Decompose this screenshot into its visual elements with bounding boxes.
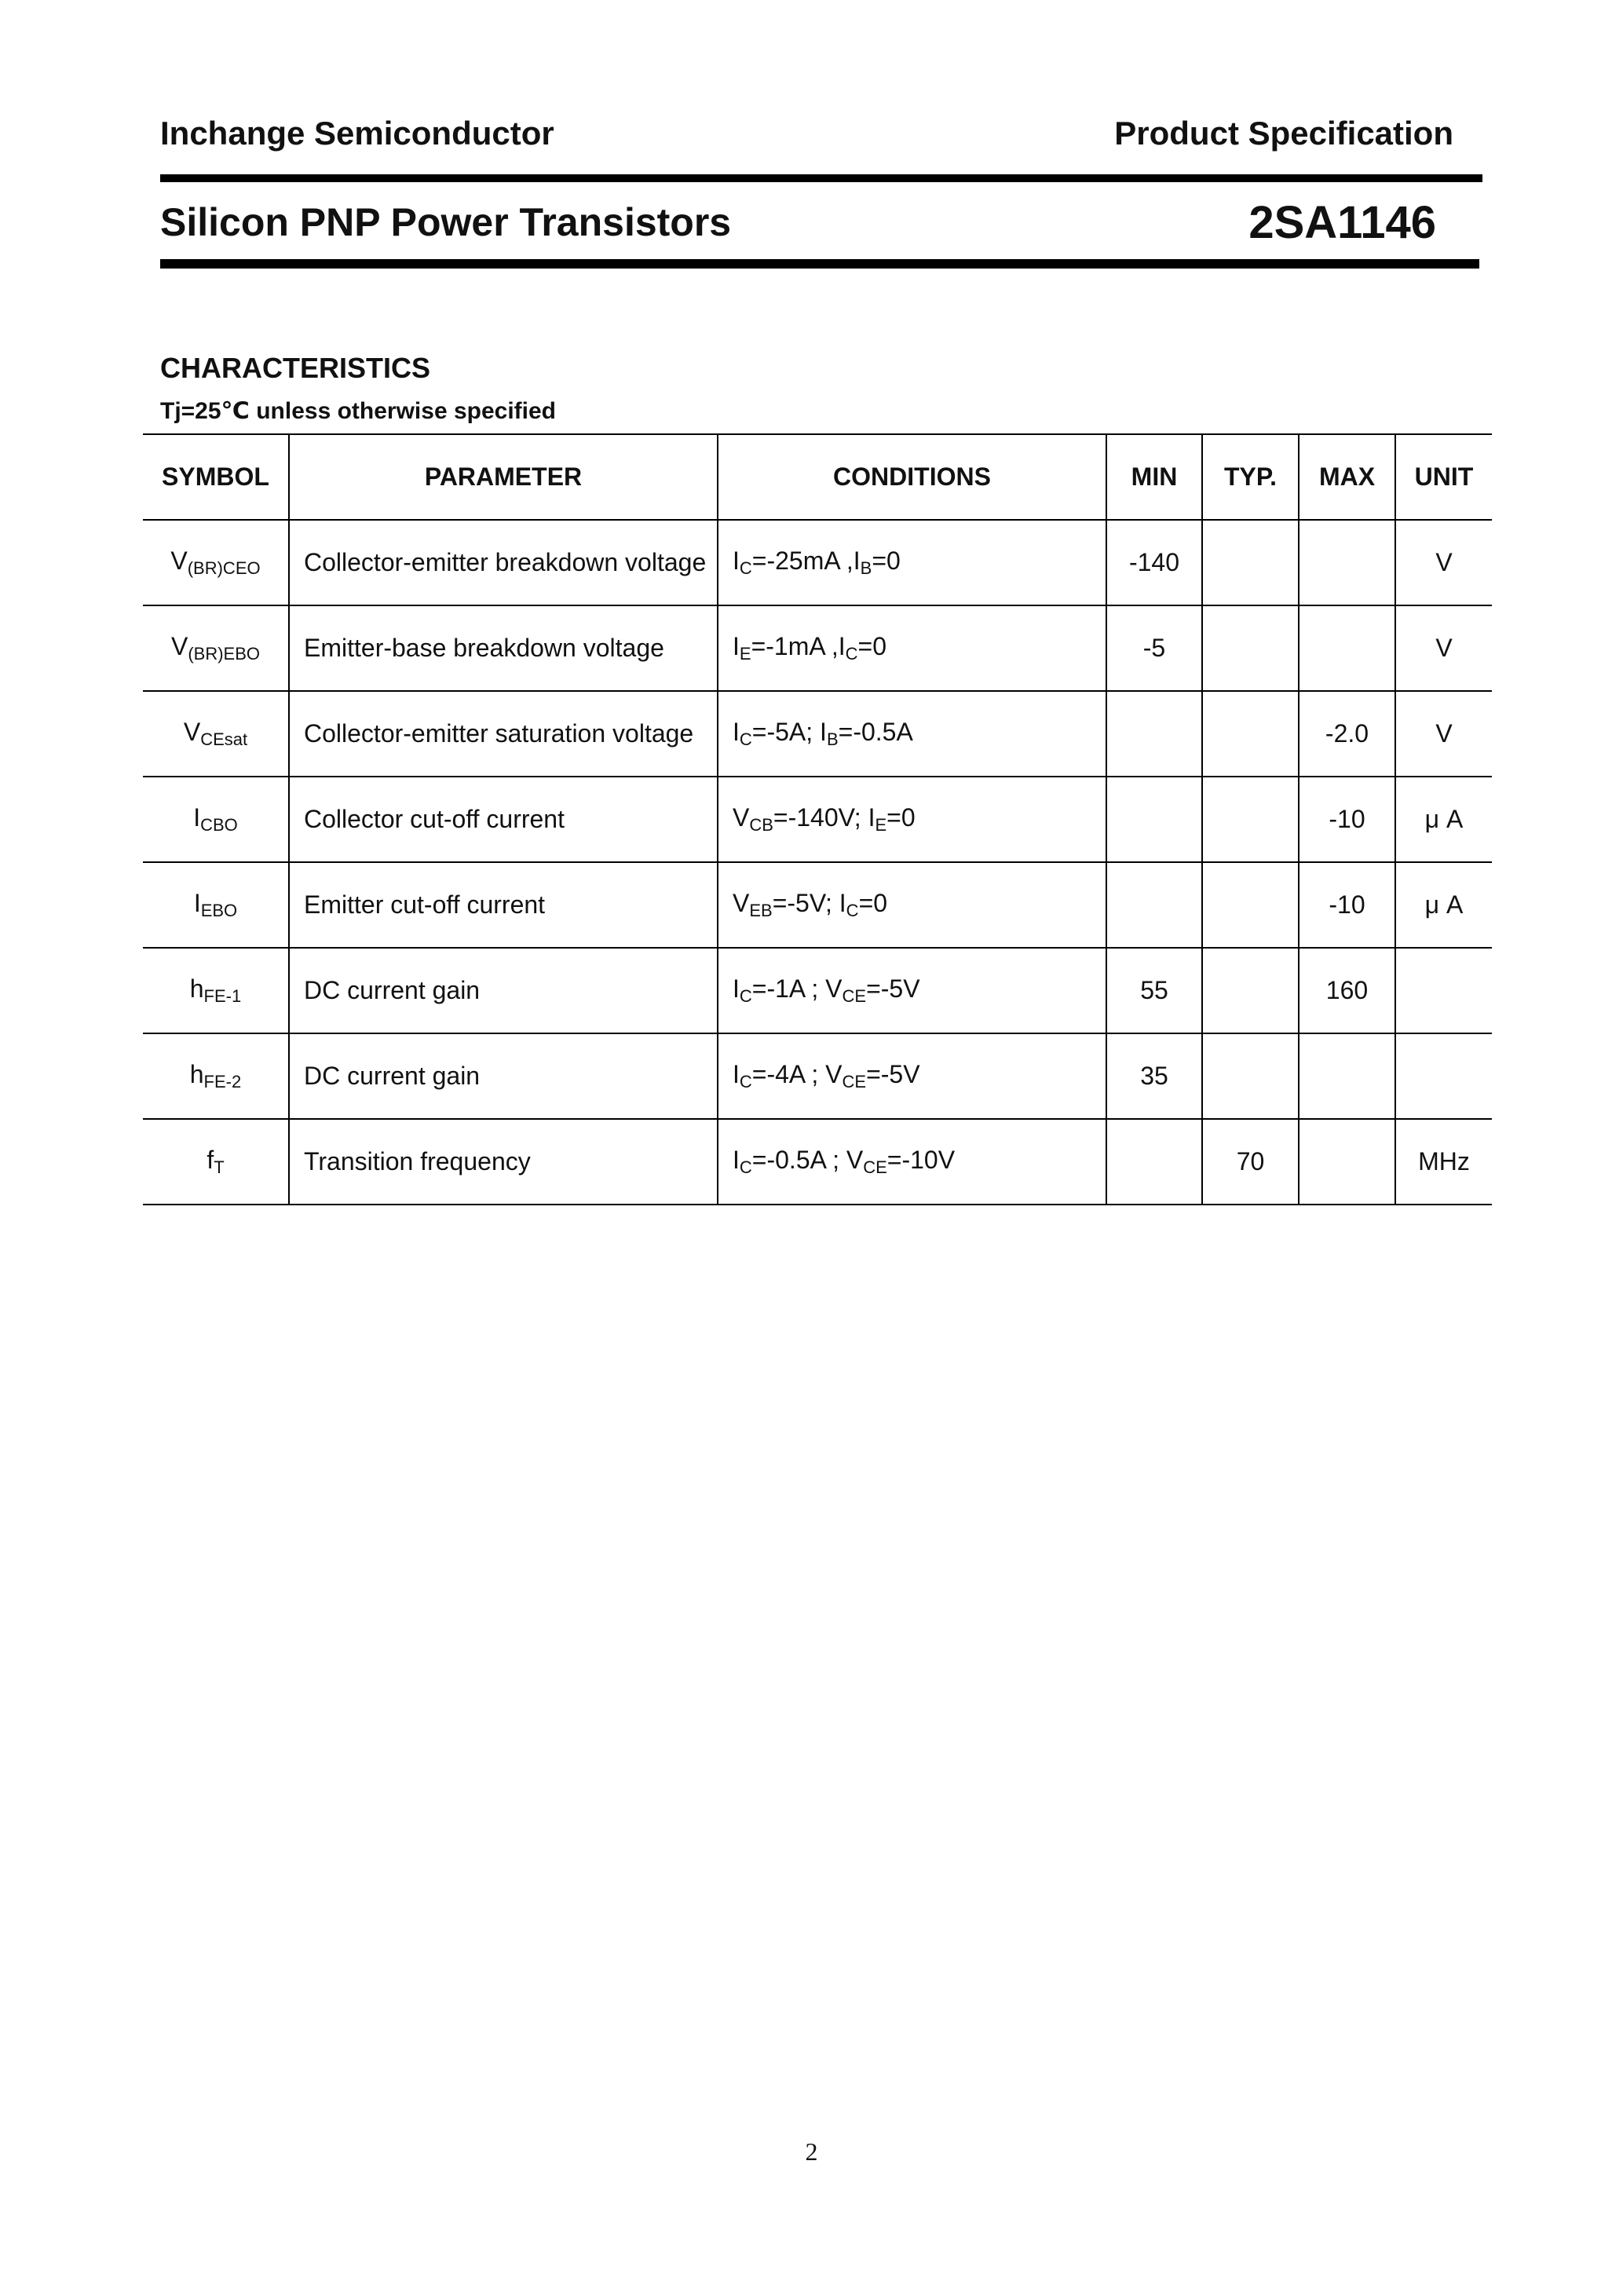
cell-symbol: [143, 691, 289, 777]
condition-var: I: [838, 632, 846, 660]
cell-conditions: [718, 1033, 1106, 1119]
header-divider-top: [160, 174, 1482, 182]
cell-unit: V: [1395, 520, 1492, 605]
condition-var: I: [733, 718, 740, 746]
symbol-base: V: [170, 547, 188, 575]
header-min: MIN: [1106, 434, 1202, 520]
cell-conditions: [718, 862, 1106, 948]
cell-max: -10: [1299, 777, 1395, 862]
condition-subscript: CE: [842, 1072, 867, 1091]
header-parameter: PARAMETER: [289, 434, 718, 520]
condition-var: V: [846, 1146, 864, 1174]
cell-min: [1106, 777, 1202, 862]
cell-parameter: Emitter-base breakdown voltage: [289, 605, 718, 691]
cell-symbol: [143, 1119, 289, 1205]
cell-conditions: [718, 777, 1106, 862]
condition-subscript: C: [846, 901, 859, 920]
cell-conditions: [718, 520, 1106, 605]
cell-min: -5: [1106, 605, 1202, 691]
cell-max: -10: [1299, 862, 1395, 948]
table-body: [143, 520, 1492, 1205]
part-number: 2SA1146: [1248, 197, 1436, 248]
cell-symbol: [143, 948, 289, 1033]
condition-value: =-0.5A: [838, 718, 913, 746]
cell-min: [1106, 1119, 1202, 1205]
table-row: [143, 691, 1492, 777]
cell-typ: [1202, 777, 1299, 862]
condition-subscript: C: [739, 1072, 752, 1091]
symbol-subscript: CEsat: [200, 729, 248, 749]
table-row: [143, 948, 1492, 1033]
condition-value: =-0.5A ;: [751, 1146, 846, 1174]
cell-symbol: [143, 1033, 289, 1119]
table-row: [143, 1119, 1492, 1205]
condition-var: I: [839, 889, 846, 917]
test-condition-note: Tj=25℃ unless otherwise specified: [160, 398, 557, 424]
condition-value: =-1A ;: [751, 974, 826, 1003]
condition-value: =-5A;: [751, 718, 821, 746]
cell-min: 35: [1106, 1033, 1202, 1119]
condition-value: =-5V;: [772, 889, 839, 917]
condition-subscript: C: [739, 729, 752, 749]
header-divider-bottom: [160, 259, 1479, 269]
table-row: [143, 605, 1492, 691]
cell-parameter: Collector-emitter saturation voltage: [289, 691, 718, 777]
condition-subscript: C: [845, 644, 858, 664]
condition-var: I: [733, 974, 740, 1003]
cell-unit: [1395, 1033, 1492, 1119]
condition-var: I: [733, 1060, 740, 1088]
cell-conditions: [718, 1119, 1106, 1205]
condition-var: V: [733, 889, 750, 917]
condition-subscript: CE: [863, 1157, 887, 1177]
table-row: [143, 777, 1492, 862]
table-row: [143, 862, 1492, 948]
header-conditions: CONDITIONS: [718, 434, 1106, 520]
cell-typ: [1202, 948, 1299, 1033]
cell-symbol: [143, 605, 289, 691]
condition-subscript: E: [739, 644, 751, 664]
symbol-base: h: [189, 1060, 204, 1088]
cell-conditions: [718, 948, 1106, 1033]
product-line-title: Silicon PNP Power Transistors: [160, 200, 732, 244]
cell-parameter: Transition frequency: [289, 1119, 718, 1205]
cell-unit: V: [1395, 605, 1492, 691]
symbol-subscript: (BR)EBO: [188, 644, 261, 664]
cell-unit: μ A: [1395, 777, 1492, 862]
document-type: Product Specification: [1114, 115, 1453, 152]
condition-value: =0: [872, 547, 901, 575]
cell-min: -140: [1106, 520, 1202, 605]
symbol-subscript: FE-1: [203, 986, 242, 1006]
condition-subscript: E: [875, 815, 887, 835]
symbol-subscript: CBO: [200, 815, 238, 835]
company-name: Inchange Semiconductor: [160, 115, 554, 152]
table-header-row: [143, 434, 1492, 520]
cell-unit: MHz: [1395, 1119, 1492, 1205]
symbol-base: f: [207, 1146, 214, 1174]
condition-subscript: B: [826, 729, 839, 749]
condition-subscript: C: [739, 986, 752, 1006]
condition-var: I: [733, 632, 740, 660]
cell-min: 55: [1106, 948, 1202, 1033]
cell-typ: [1202, 520, 1299, 605]
section-title: CHARACTERISTICS: [160, 352, 431, 384]
symbol-base: V: [170, 632, 188, 660]
cell-max: -2.0: [1299, 691, 1395, 777]
cell-max: 160: [1299, 948, 1395, 1033]
table-row: [143, 1033, 1492, 1119]
header-max: MAX: [1299, 434, 1395, 520]
condition-value: =-5V: [866, 1060, 920, 1088]
symbol-base: I: [193, 803, 201, 832]
cell-parameter: Emitter cut-off current: [289, 862, 718, 948]
cell-max: [1299, 520, 1395, 605]
condition-value: =-25mA ,: [751, 547, 854, 575]
cell-min: [1106, 691, 1202, 777]
cell-max: [1299, 605, 1395, 691]
condition-value: =-1mA ,: [751, 632, 839, 660]
condition-subscript: C: [739, 558, 752, 578]
condition-subscript: C: [739, 1157, 752, 1177]
symbol-subscript: T: [214, 1157, 225, 1177]
condition-var: V: [825, 974, 843, 1003]
characteristics-table: [143, 433, 1492, 1205]
condition-value: =0: [857, 632, 886, 660]
cell-max: [1299, 1033, 1395, 1119]
cell-conditions: [718, 605, 1106, 691]
table-row: [143, 520, 1492, 605]
cell-conditions: [718, 691, 1106, 777]
cell-typ: [1202, 605, 1299, 691]
cell-symbol: [143, 862, 289, 948]
condition-var: I: [820, 718, 827, 746]
header-unit: UNIT: [1395, 434, 1492, 520]
condition-subscript: EB: [749, 901, 773, 920]
cell-typ: 70: [1202, 1119, 1299, 1205]
condition-var: V: [733, 803, 750, 832]
condition-value: =0: [886, 803, 916, 832]
symbol-subscript: FE-2: [203, 1072, 242, 1091]
condition-var: V: [825, 1060, 843, 1088]
header-typ: TYP.: [1202, 434, 1299, 520]
condition-value: =-4A ;: [751, 1060, 826, 1088]
cell-typ: [1202, 691, 1299, 777]
symbol-base: I: [193, 889, 201, 917]
cell-typ: [1202, 1033, 1299, 1119]
cell-symbol: [143, 777, 289, 862]
condition-value: =-5V: [866, 974, 920, 1003]
header-symbol: SYMBOL: [143, 434, 289, 520]
condition-subscript: CB: [749, 815, 773, 835]
condition-value: =0: [858, 889, 888, 917]
cell-parameter: Collector-emitter breakdown voltage: [289, 520, 718, 605]
symbol-base: V: [183, 718, 201, 746]
cell-min: [1106, 862, 1202, 948]
cell-max: [1299, 1119, 1395, 1205]
cell-unit: μ A: [1395, 862, 1492, 948]
condition-var: I: [853, 547, 861, 575]
symbol-subscript: EBO: [200, 901, 238, 920]
condition-value: =-140V;: [773, 803, 868, 832]
condition-value: =-10V: [886, 1146, 956, 1174]
symbol-subscript: (BR)CEO: [187, 558, 261, 578]
page-number: 2: [805, 2137, 818, 2166]
cell-parameter: DC current gain: [289, 948, 718, 1033]
cell-parameter: DC current gain: [289, 1033, 718, 1119]
condition-subscript: B: [860, 558, 872, 578]
condition-var: I: [733, 547, 740, 575]
symbol-base: h: [189, 974, 204, 1003]
cell-unit: V: [1395, 691, 1492, 777]
condition-var: I: [868, 803, 875, 832]
cell-typ: [1202, 862, 1299, 948]
cell-unit: [1395, 948, 1492, 1033]
cell-parameter: Collector cut-off current: [289, 777, 718, 862]
condition-var: I: [733, 1146, 740, 1174]
condition-subscript: CE: [842, 986, 867, 1006]
cell-symbol: [143, 520, 289, 605]
